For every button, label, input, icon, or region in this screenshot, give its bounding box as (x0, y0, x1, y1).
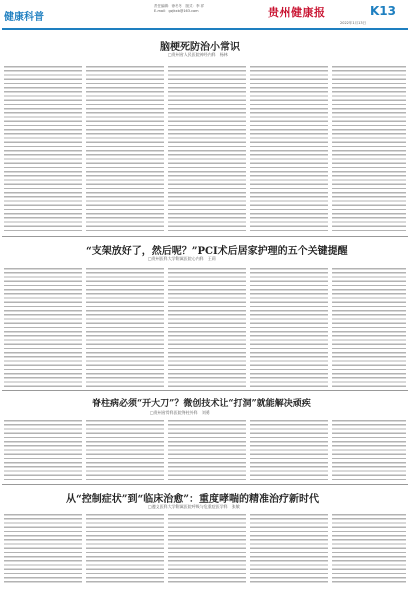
editor-line: 责任编辑：徐冬冬 版式：李 祥 (154, 4, 205, 8)
article-2-column-4 (250, 268, 328, 388)
divider-1 (2, 236, 408, 237)
article-2-column-3 (168, 268, 246, 388)
article-4-column-3 (168, 514, 246, 584)
article-1-column-3 (168, 66, 246, 234)
header-rule (2, 28, 408, 30)
divider-2 (2, 390, 408, 391)
article-4-column-5 (332, 514, 406, 584)
article-4-column-2 (86, 514, 164, 584)
article-3-column-3 (168, 420, 246, 482)
article-3-headline: 脊柱病必须“开大刀”？微创技术让“打洞”就能解决顽疾 (92, 399, 311, 409)
article-2-column-5 (332, 268, 406, 388)
newspaper-masthead: 贵州健康报 (268, 6, 326, 19)
section-title: 健康科普 (4, 12, 44, 23)
article-3-column-1 (4, 420, 82, 482)
article-1-column-2 (86, 66, 164, 234)
article-1-column-5 (332, 66, 406, 234)
article-4-byline: □遵义医科大学附属医院呼吸与危重症医学科 张敏 (148, 504, 240, 509)
article-1-headline: 脑梗死防治小常识 (160, 42, 240, 53)
issue-date: 2022年1月13日 (340, 21, 367, 25)
article-3-column-4 (250, 420, 328, 482)
article-4-headline: 从“控制症状”到“临床治愈”：重度哮喘的精准治疗新时代 (66, 494, 320, 505)
article-3-column-5 (332, 420, 406, 482)
article-2-column-1 (4, 268, 82, 388)
editor-info (154, 4, 204, 14)
email-line: E-mail：gzjkxb@163.com (154, 9, 199, 13)
article-4-column-1 (4, 514, 82, 584)
article-4-column-4 (250, 514, 328, 584)
article-3-column-2 (86, 420, 164, 482)
article-2-byline: □贵州医科大学附属医院心内科 王莉 (148, 256, 216, 261)
article-3-byline: □贵州省骨科医院脊柱外科 刘勇 (150, 410, 210, 415)
article-1-column-4 (250, 66, 328, 234)
page-number: K13 (370, 4, 396, 18)
article-1-byline: □贵州省人民医院神经内科 杨林 (168, 52, 228, 57)
divider-3 (2, 484, 408, 485)
article-2-headline: “支架放好了，然后呢？”PCI术后居家护理的五个关键提醒 (86, 246, 348, 257)
article-1-column-1 (4, 66, 82, 234)
article-2-column-2 (86, 268, 164, 388)
